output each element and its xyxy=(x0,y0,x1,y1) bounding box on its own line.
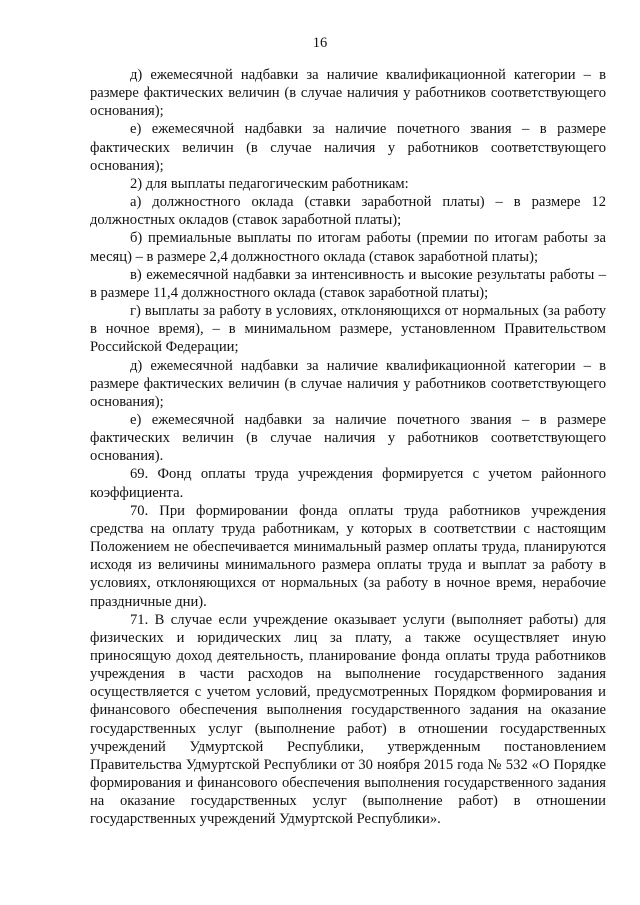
paragraph-item-d-qualification: д) ежемесячной надбавки за наличие квалификационной категории – в размере фактических величин (в случае наличия у работников соответствующего основания); xyxy=(90,67,606,120)
paragraph-item-e-honorary-title-2: е) ежемесячной надбавки за наличие почетного звания – в размере фактических величин (в случае наличия у работников соответствующего основания). xyxy=(90,411,606,465)
paragraph-item-b-bonus: б) премиальные выплаты по итогам работы (премии по итогам работы за месяц) – в размере 2,4 должностного оклада (ставок заработной платы); xyxy=(90,230,606,265)
paragraph-item-v-intensity: в) ежемесячной надбавки за интенсивность и высокие результаты работы – в размере 11,4 должностного оклада (ставок заработной платы); xyxy=(90,266,606,301)
paragraph-item-d-qualification-2: д) ежемесячной надбавки за наличие квалификационной категории – в размере фактических величин (в случае наличия у работников соответствующего основания); xyxy=(90,357,606,410)
paragraph-71: 71. В случае если учреждение оказывает услуги (выполняет работы) для физических и юридических лиц за плату, а также осуществляет иную приносящую доход деятельность, планирование фонда оплаты труда работников учреждения в части расходов на выполнение государственного задания осуществляется с учетом условий, предусмотренных Порядком формирования и финансового обеспечения выполнения государственного задания на оказание государственных услуг (выполнение работ) в отношении государственных учреждений Удмуртской Республики, утвержденным постановлением Правительства Удмуртской Республики от 30 ноября 2015 года № 532 «О Порядке формирования и финансового обеспечения выполнения государственного задания на оказание государственных услуг (выполнение работ) в отношении государственных учреждений Удмуртской Республики». xyxy=(90,611,606,828)
paragraph-item-2-teachers: 2) для выплаты педагогическим работникам: xyxy=(130,175,409,192)
page-number: 16 xyxy=(312,35,328,51)
paragraph-item-a-salary: а) должностного оклада (ставки заработной платы) – в размере 12 должностных окладов (ставок заработной платы); xyxy=(90,194,606,229)
paragraph-70: 70. При формировании фонда оплаты труда работников учреждения средства на оплату труда работникам, у которых в соответствии с настоящим Положением не обеспечивается минимальный размер оплаты труда, планируются исходя из величины минимального размера оплаты труда и выплат за работу в условиях, отклоняющихся от нормальных (за работу в ночное время, нерабочие праздничные дни). xyxy=(90,502,606,610)
paragraph-item-e-honorary-title: е) ежемесячной надбавки за наличие почетного звания – в размере фактических величин (в случае наличия у работников соответствующего основания); xyxy=(90,121,606,174)
paragraph-69: 69. Фонд оплаты труда учреждения формируется с учетом районного коэффициента. xyxy=(90,466,606,501)
document-body xyxy=(90,66,606,829)
paragraph-item-g-night-work: г) выплаты за работу в условиях, отклоняющихся от нормальных (за работу в ночное время), – в минимальном размере, установленном Правительством Российской Федерации; xyxy=(90,303,606,356)
